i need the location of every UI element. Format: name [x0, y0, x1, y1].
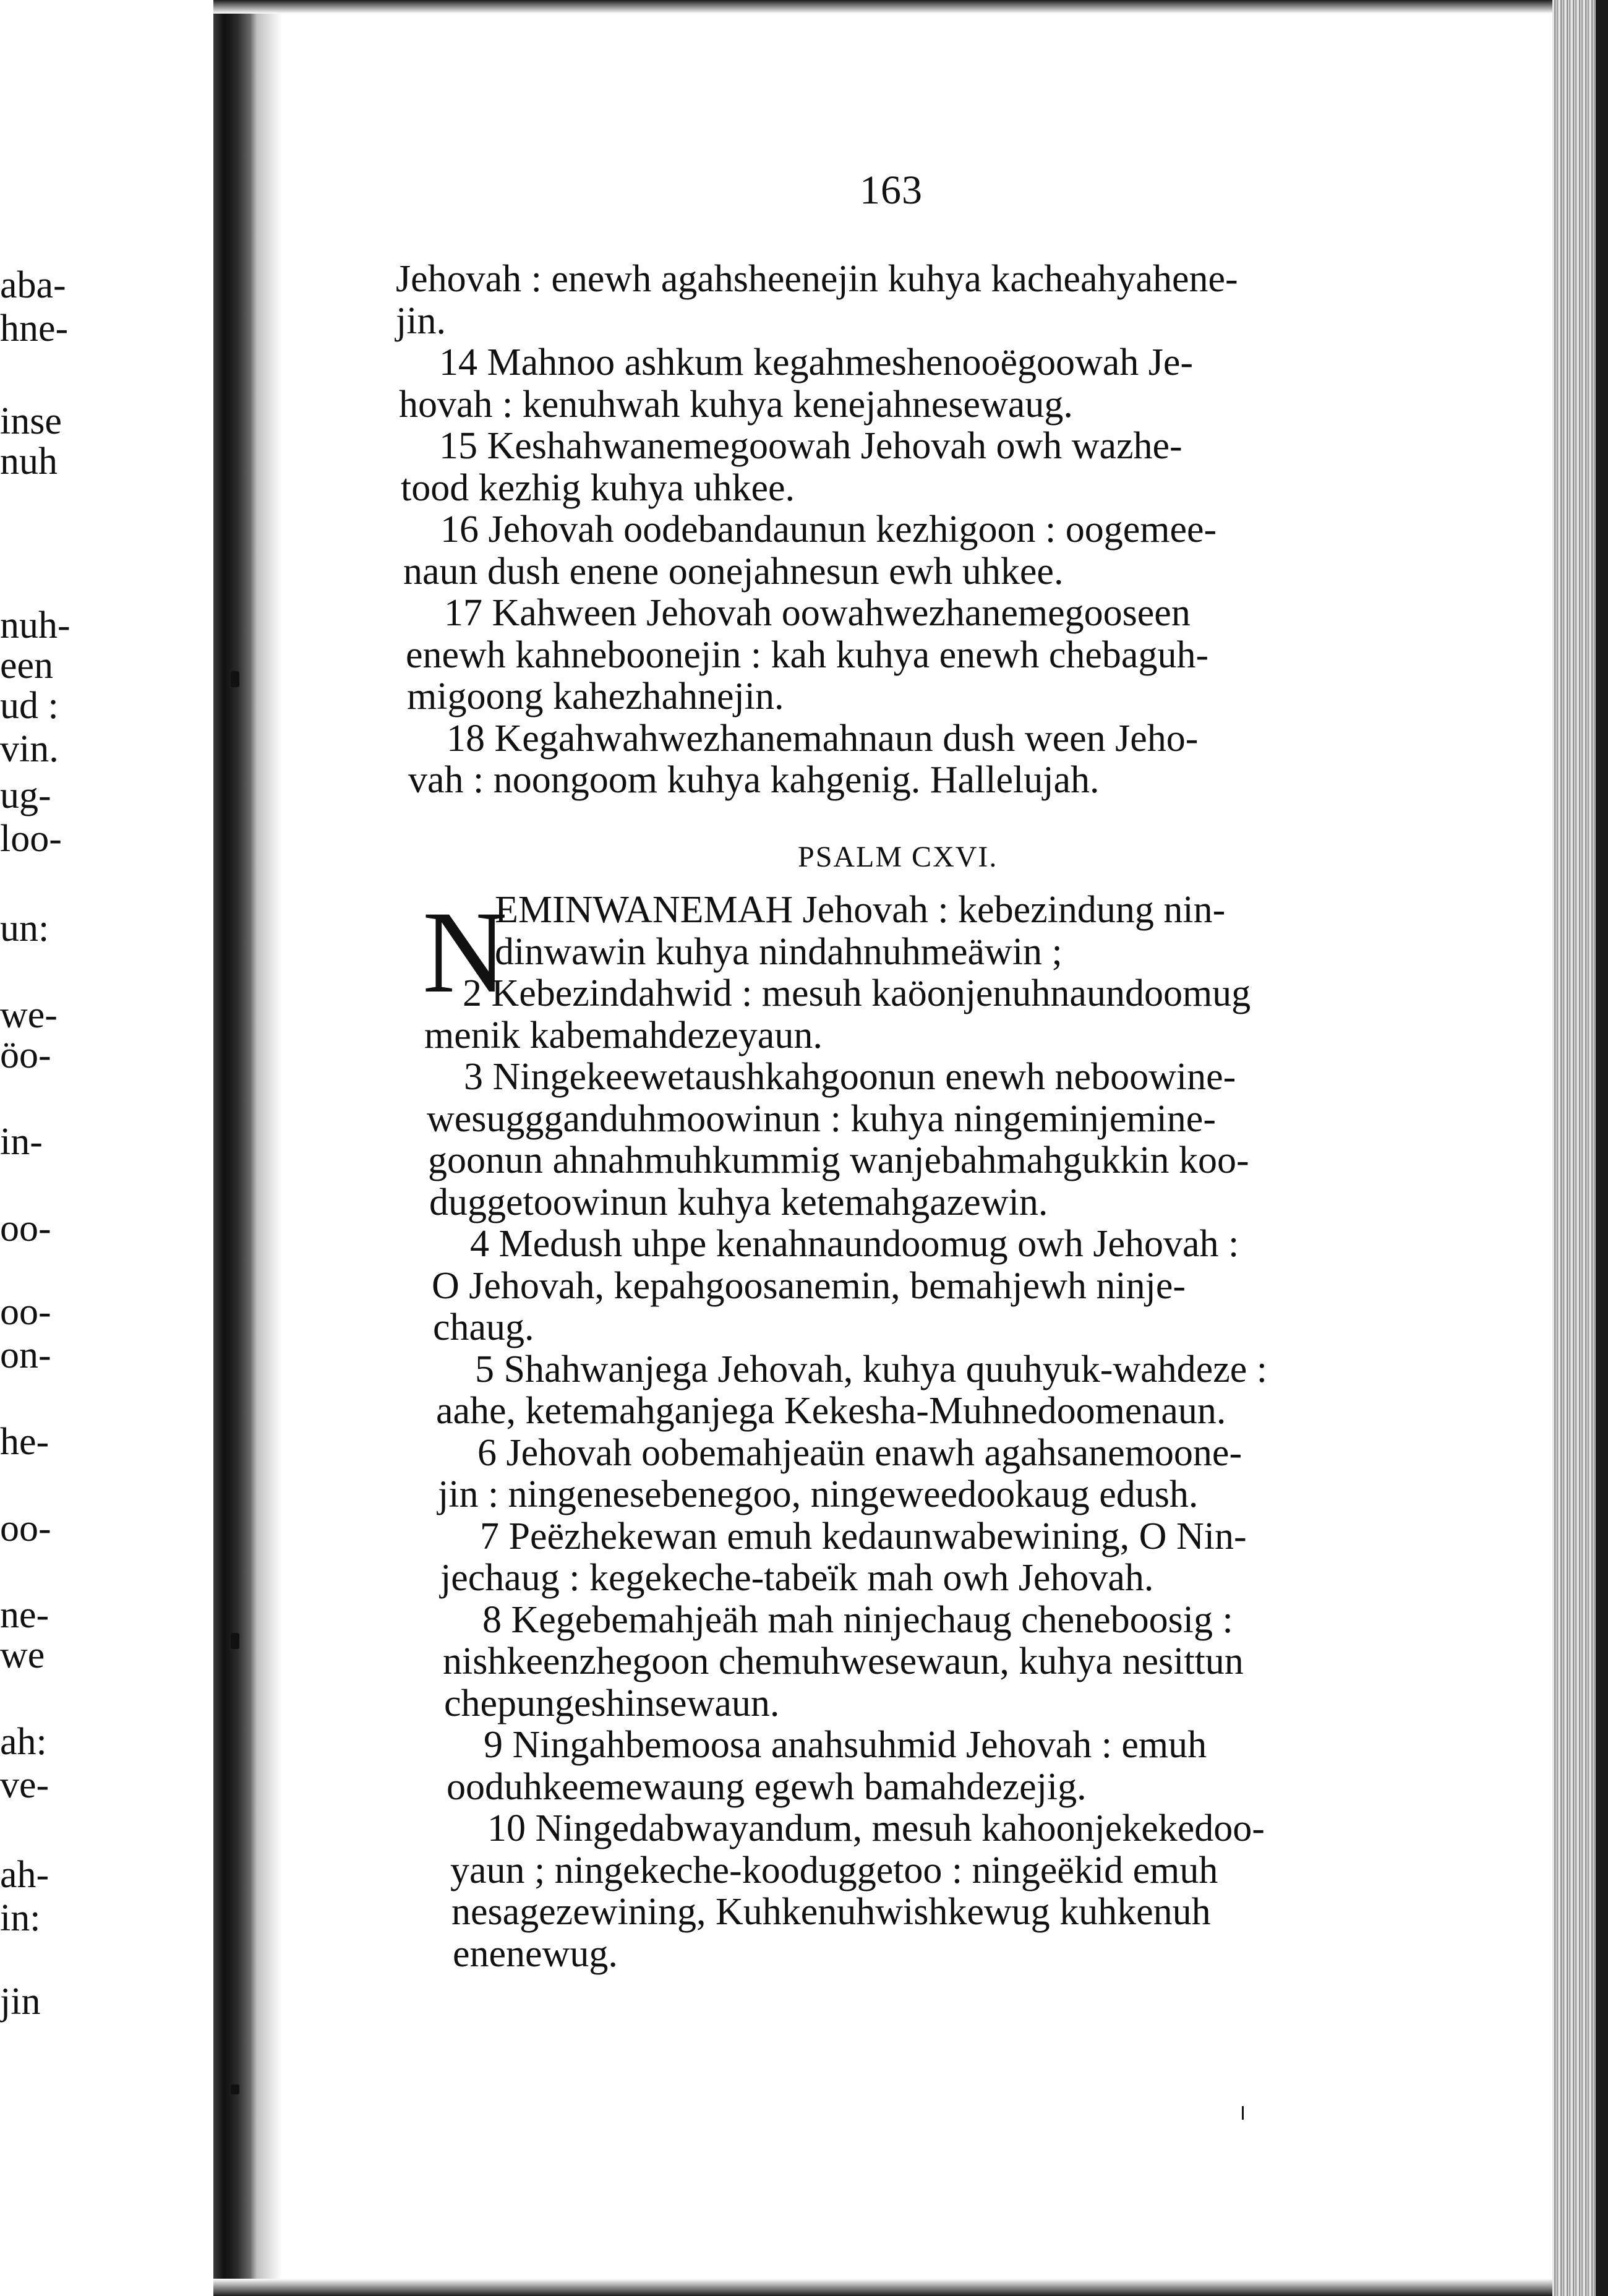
gutter-shadow — [257, 0, 281, 2296]
text-line: 14 Mahnoo ashkum kegahmeshenooëgoowah Je- — [439, 341, 1194, 383]
text-line: 16 Jehovah oodebandaunun kezhigoon : oogemee- — [440, 508, 1217, 550]
left-fragment: öo- — [0, 1034, 51, 1076]
text-line: 3 Ningekeewetaushkahgoonun enewh neboowine- — [464, 1056, 1236, 1098]
left-fragment: oo- — [0, 1291, 51, 1333]
stray-mark — [1242, 2106, 1244, 2120]
text-line: jin : ningenesebenegoo, ningeweedookaug edush. — [438, 1473, 1199, 1515]
margin-mark — [231, 1633, 239, 1649]
left-fragment: vin. — [0, 728, 59, 770]
text-line: O Jehovah, kepahgoosanemin, bemahjewh ninje- — [432, 1265, 1186, 1307]
text-line: nishkeenzhegoon chemuhwesewaun, kuhya nesittun — [443, 1640, 1244, 1682]
left-fragment: jin — [0, 1981, 41, 2023]
left-fragment: hne- — [0, 307, 69, 349]
text-line: duggetoowinun kuhya ketemahgazewin. — [429, 1181, 1048, 1223]
text-line: hovah : kenuhwah kuhya kenejahnesewaug. — [399, 383, 1073, 426]
left-fragment: een — [0, 645, 54, 687]
text-line: ooduhkeemewaung egewh bamahdezejig. — [447, 1766, 1087, 1808]
left-fragment: inse — [0, 400, 62, 442]
text-line: 5 Shahwanjega Jehovah, kuhya quuhyuk-wahdeze : — [475, 1348, 1267, 1390]
left-fragment: ne- — [0, 1594, 49, 1636]
text-line: jin. — [396, 300, 446, 342]
text-line: enenewug. — [453, 1933, 618, 1975]
text-line: goonun ahnahmuhkummig wanjebahmahgukkin koo- — [428, 1139, 1249, 1181]
left-fragment: in- — [0, 1121, 43, 1163]
text-line: 4 Medush uhpe kenahnaundoomug owh Jehovah : — [470, 1223, 1239, 1265]
text-line: 9 Ningahbemoosa anahsuhmid Jehovah : emuh — [484, 1724, 1207, 1766]
page-edge-dark — [1596, 0, 1608, 2296]
margin-mark — [231, 2084, 239, 2094]
text-line: 6 Jehovah oobemahjeaün enawh agahsanemoone- — [477, 1432, 1242, 1474]
left-fragment: un: — [0, 907, 49, 949]
left-fragment: in: — [0, 1897, 41, 1939]
left-fragment: oo- — [0, 1207, 51, 1249]
left-fragment: ah: — [0, 1721, 47, 1763]
left-fragment: ud : — [0, 685, 59, 727]
text-line: jechaug : kegekeche-tabeïk mah owh Jehovah. — [440, 1557, 1154, 1599]
text-line: dinwawin kuhya nindahnuhmeäwin ; — [495, 931, 1063, 973]
text-line: nesagezewining, Kuhkenuhwishkewug kuhkenuh — [451, 1891, 1211, 1933]
top-shadow — [213, 0, 1608, 14]
left-fragment: we — [0, 1634, 45, 1676]
left-fragment: he- — [0, 1421, 49, 1463]
drop-cap: N — [422, 888, 508, 1017]
text-line: 2 Kebezindahwid : mesuh kaöonjenuhnaundoomug — [463, 972, 1251, 1014]
left-fragment: ah- — [0, 1854, 49, 1896]
psalm-heading: PSALM CXVI. — [798, 841, 998, 873]
text-line: 7 Peëzhekewan emuh kedaunwabewining, O Nin- — [480, 1515, 1247, 1557]
left-fragment: nuh — [0, 440, 58, 482]
text-line: 17 Kahween Jehovah oowahwezhanemegooseen — [444, 592, 1191, 634]
text-line: enewh kahneboonejin : kah kuhya enewh chebaguh- — [406, 634, 1209, 676]
book-gutter — [213, 0, 257, 2296]
text-line: 10 Ningedabwayandum, mesuh kahoonjekekedoo- — [487, 1807, 1265, 1849]
page-number: 163 — [860, 168, 923, 213]
text-line: naun dush enene oonejahnesun ewh uhkee. — [403, 550, 1064, 593]
text-line: tood kezhig kuhya uhkee. — [401, 467, 795, 509]
left-fragment: nuh- — [0, 604, 71, 646]
text-line: 8 Kegebemahjeäh mah ninjechaug cheneboosig : — [482, 1599, 1233, 1641]
left-fragment: we- — [0, 994, 58, 1036]
text-line: menik kabemahdezeyaun. — [424, 1014, 823, 1056]
text-line: Jehovah : enewh agahsheenejin kuhya kacheahyahene- — [396, 258, 1238, 300]
text-line: wesuggganduhmoowinun : kuhya ningeminjemine- — [427, 1098, 1216, 1140]
bottom-shadow — [213, 2279, 1608, 2296]
left-fragment: loo- — [0, 818, 62, 860]
text-line: yaun ; ningekeche-kooduggetoo : ningeëkid emuh — [450, 1849, 1218, 1891]
text-line: chepungeshinsewaun. — [444, 1682, 780, 1724]
margin-mark — [231, 671, 239, 687]
text-line: vah : noongoom kuhya kahgenig. Hallelujah. — [408, 759, 1100, 801]
left-fragment: ve- — [0, 1764, 49, 1806]
text-line: EMINWANEMAH Jehovah : kebezindung nin- — [495, 889, 1226, 931]
text-line: aahe, ketemahganjega Kekesha-Muhnedoomenaun. — [436, 1390, 1226, 1432]
left-fragment: aba- — [0, 264, 66, 306]
left-fragment: oo- — [0, 1507, 51, 1549]
text-line: chaug. — [433, 1306, 534, 1348]
text-line: migoong kahezhahnejin. — [407, 675, 784, 718]
text-line: 18 Kegahwahwezhanemahnaun dush ween Jeho- — [447, 718, 1199, 760]
text-line: 15 Keshahwanemegoowah Jehovah owh wazhe- — [439, 425, 1182, 467]
left-fragment: ug- — [0, 774, 51, 816]
left-fragment: on- — [0, 1334, 51, 1376]
left-facing-page — [0, 0, 213, 2296]
